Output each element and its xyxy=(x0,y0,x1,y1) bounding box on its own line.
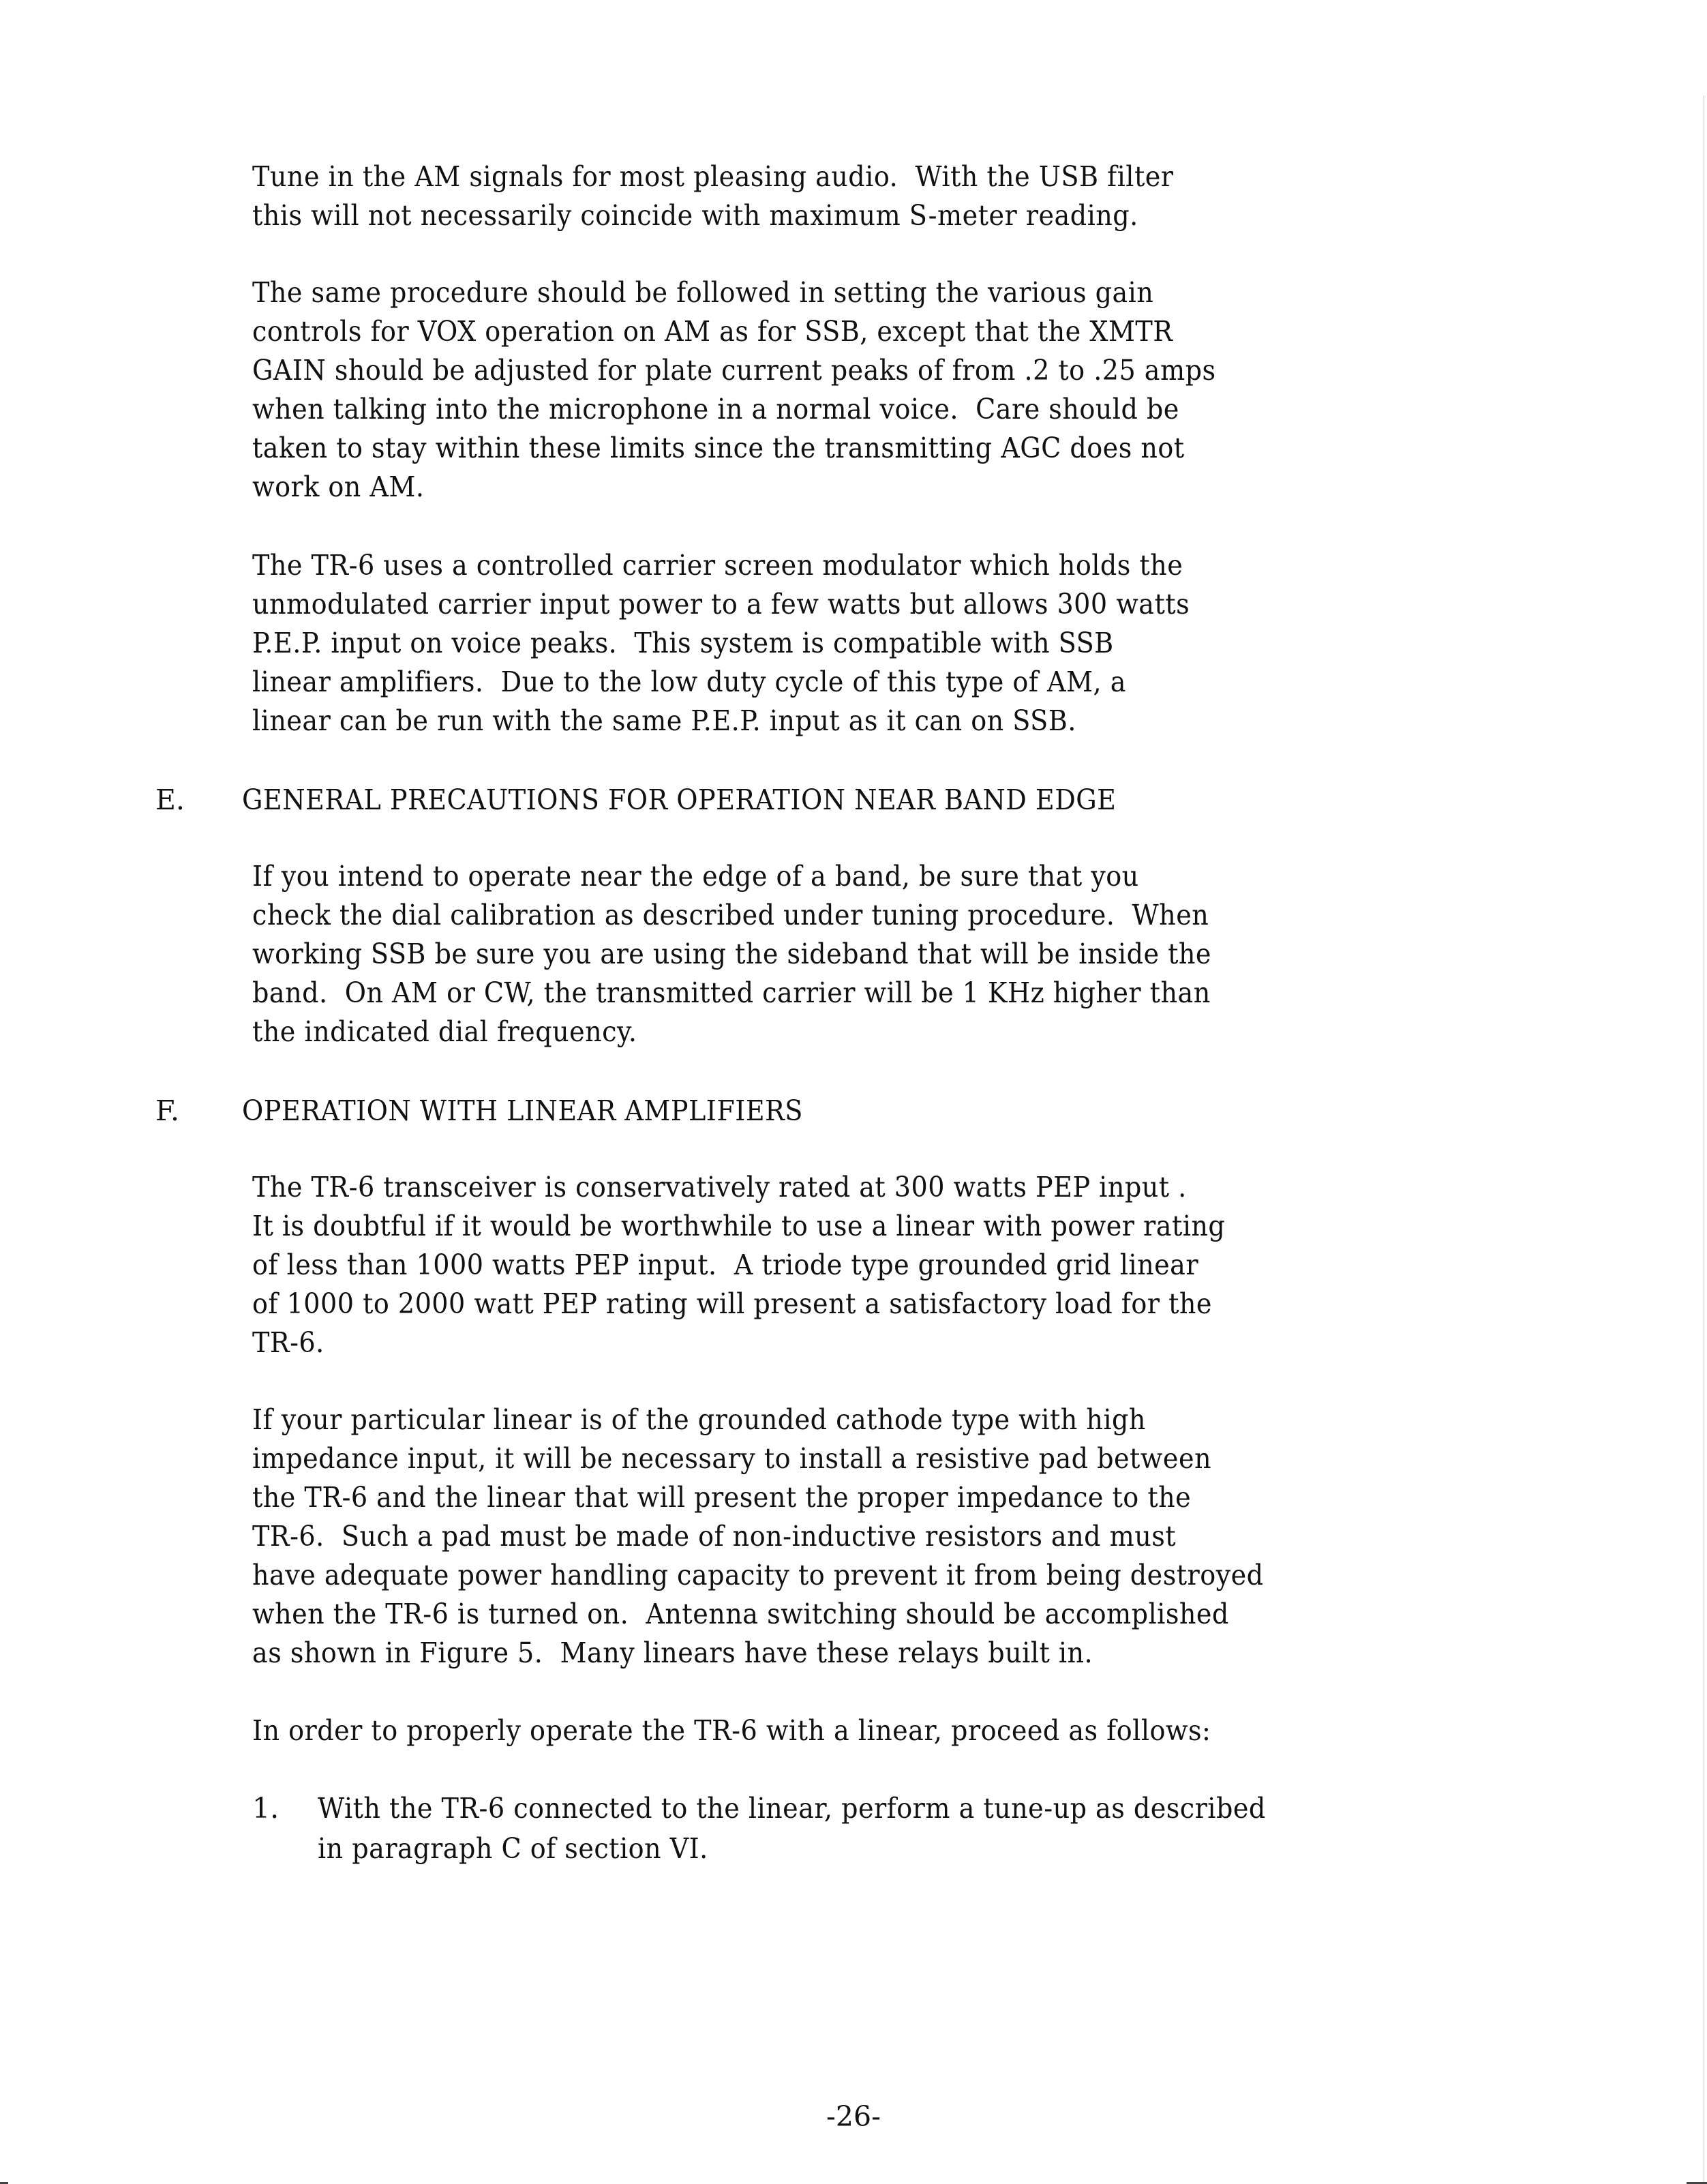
text-line: P.E.P. input on voice peaks. This system is compatible with SSB xyxy=(252,627,1114,659)
text-line: TR-6. Such a pad must be made of non-inductive resistors and must xyxy=(252,1520,1177,1553)
text-line: controls for VOX operation on AM as for SSB, except that the XMTR xyxy=(252,315,1173,348)
text-line: band. On AM or CW, the transmitted carrier will be 1 KHz higher than xyxy=(252,976,1211,1009)
text-line: impedance input, it will be necessary to install a resistive pad between xyxy=(252,1442,1212,1475)
text-line: With the TR-6 connected to the linear, perform a tune-up as described xyxy=(318,1792,1266,1825)
text-line: this will not necessarily coincide with maximum S-meter reading. xyxy=(252,199,1138,232)
section-heading: GENERAL PRECAUTIONS FOR OPERATION NEAR BAND EDGE xyxy=(242,783,1117,816)
text-line: check the dial calibration as described under tuning procedure. When xyxy=(252,899,1209,931)
text-line: taken to stay within these limits since the transmitting AGC does not xyxy=(252,432,1185,464)
text-line: The TR-6 uses a controlled carrier screen modulator which holds the xyxy=(252,549,1183,582)
text-line: linear can be run with the same P.E.P. input as it can on SSB. xyxy=(252,704,1076,737)
text-line: working SSB be sure you are using the sideband that will be inside the xyxy=(252,938,1211,970)
page-number: -26- xyxy=(826,2100,881,2133)
text-line: The same procedure should be followed in setting the various gain xyxy=(252,276,1154,309)
section-marker: F. xyxy=(155,1094,180,1127)
text-line: In order to properly operate the TR-6 with a linear, proceed as follows: xyxy=(252,1714,1211,1747)
text-line: of 1000 to 2000 watt PEP rating will present a satisfactory load for the xyxy=(252,1287,1212,1320)
text-line: as shown in Figure 5. Many linears have these relays built in. xyxy=(252,1636,1093,1669)
text-line: unmodulated carrier input power to a few watts but allows 300 watts xyxy=(252,588,1190,620)
text-line: GAIN should be adjusted for plate current peaks of from .2 to .25 amps xyxy=(252,354,1216,387)
section-marker: E. xyxy=(155,783,185,816)
text-line: The TR-6 transceiver is conservatively rated at 300 watts PEP input . xyxy=(252,1171,1187,1203)
text-line: TR-6. xyxy=(252,1326,324,1359)
text-line: It is doubtful if it would be worthwhile to use a linear with power rating xyxy=(252,1210,1226,1242)
text-line: of less than 1000 watts PEP input. A triode type grounded grid linear xyxy=(252,1248,1199,1281)
text-line: the TR-6 and the linear that will present the proper impedance to the xyxy=(252,1481,1192,1514)
text-line: Tune in the AM signals for most pleasing audio. With the USB filter xyxy=(252,160,1174,193)
text-line: If your particular linear is of the grounded cathode type with high xyxy=(252,1403,1146,1436)
text-line: the indicated dial frequency. xyxy=(252,1015,637,1048)
list-marker: 1. xyxy=(252,1792,280,1825)
text-line: when the TR-6 is turned on. Antenna switching should be accomplished xyxy=(252,1598,1229,1630)
text-line: when talking into the microphone in a normal voice. Care should be xyxy=(252,393,1179,425)
text-line: work on AM. xyxy=(252,470,425,503)
text-line: have adequate power handling capacity to prevent it from being destroyed xyxy=(252,1559,1264,1591)
section-heading: OPERATION WITH LINEAR AMPLIFIERS xyxy=(242,1094,803,1127)
text-line: linear amplifiers. Due to the low duty cycle of this type of AM, a xyxy=(252,665,1126,698)
text-line: in paragraph C of section VI. xyxy=(318,1832,708,1865)
text-line: If you intend to operate near the edge of a band, be sure that you xyxy=(252,860,1139,893)
